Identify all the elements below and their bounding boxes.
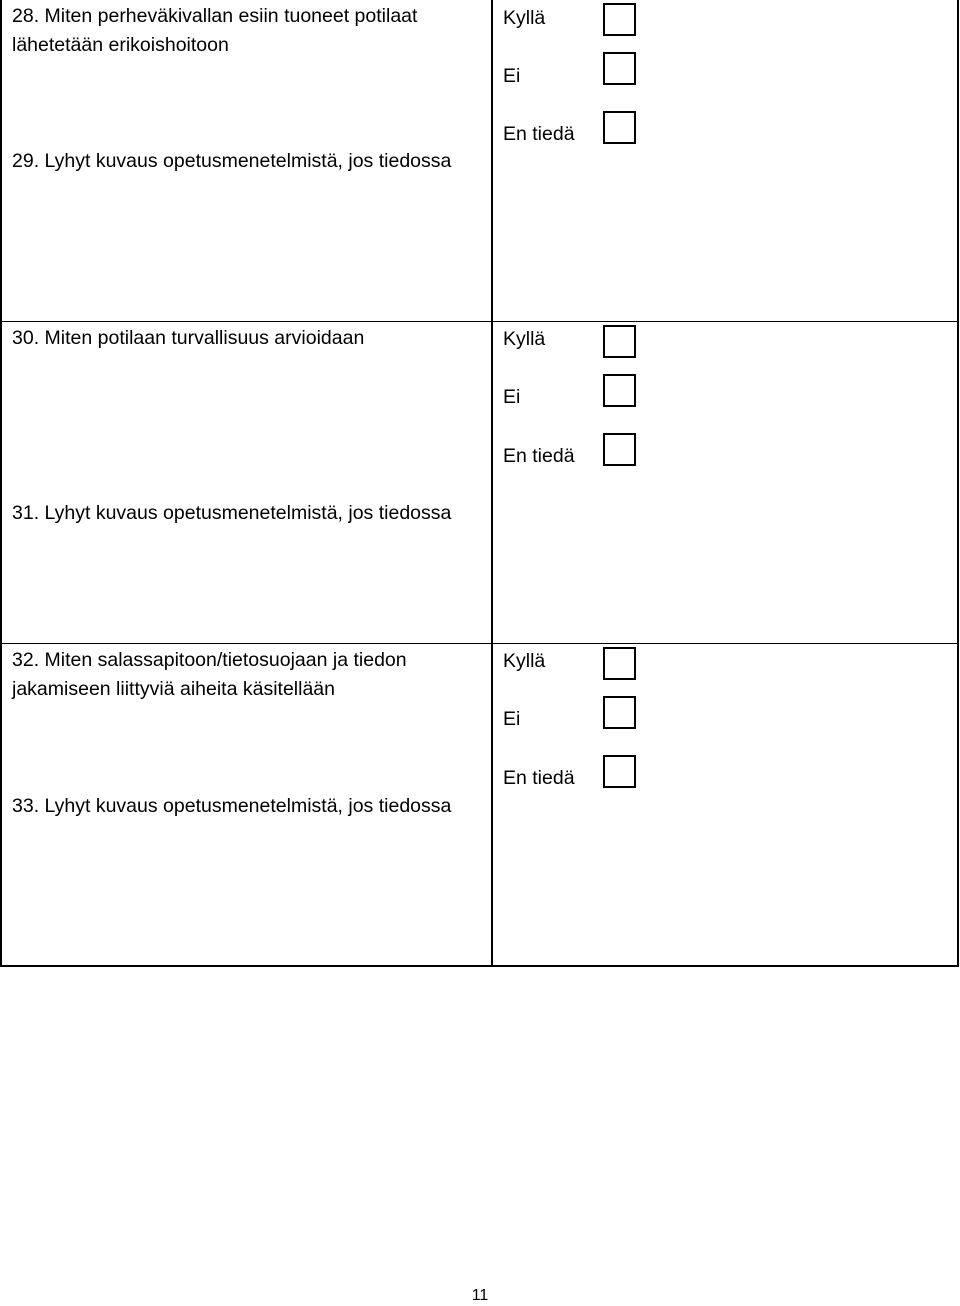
table-column-divider [491, 0, 493, 967]
option-yes-label: Kyllä [503, 650, 546, 672]
checkbox-q32-dont-know[interactable] [603, 755, 636, 788]
table-border-right [957, 0, 959, 967]
checkbox-q32-no[interactable] [603, 696, 636, 729]
question-30: 30. Miten potilaan turvallisuus arvioidaan [12, 327, 365, 349]
question-31: 31. Lyhyt kuvaus opetusmenetelmistä, jos tiedossa [12, 502, 452, 524]
checkbox-q28-yes[interactable] [603, 3, 636, 36]
table-border-left [0, 0, 2, 967]
option-dont-know-label: En tiedä [503, 767, 575, 789]
table-border-bottom [0, 965, 959, 967]
option-no-label: Ei [503, 386, 521, 408]
question-28: 28. Miten perheväkivallan esiin tuoneet potilaat lähetetään erikoishoitoon [12, 5, 418, 56]
option-dont-know-label: En tiedä [503, 445, 575, 467]
checkbox-q30-yes[interactable] [603, 325, 636, 358]
option-yes-label: Kyllä [503, 328, 546, 350]
checkbox-q30-dont-know[interactable] [603, 433, 636, 466]
option-dont-know-label: En tiedä [503, 123, 575, 145]
page-number: 11 [471, 1287, 489, 1304]
option-no-label: Ei [503, 708, 521, 730]
table-row-divider [0, 321, 959, 322]
checkbox-q28-no[interactable] [603, 52, 636, 85]
checkbox-q28-dont-know[interactable] [603, 111, 636, 144]
option-no-label: Ei [503, 65, 521, 87]
checkbox-q30-no[interactable] [603, 374, 636, 407]
question-29: 29. Lyhyt kuvaus opetusmenetelmistä, jos tiedossa [12, 150, 452, 172]
option-yes-label: Kyllä [503, 7, 546, 29]
table-row-divider [0, 643, 959, 644]
question-32: 32. Miten salassapitoon/tietosuojaan ja tiedon jakamiseen liittyviä aiheita käsitellään [12, 649, 407, 700]
checkbox-q32-yes[interactable] [603, 647, 636, 680]
question-33: 33. Lyhyt kuvaus opetusmenetelmistä, jos tiedossa [12, 795, 452, 817]
